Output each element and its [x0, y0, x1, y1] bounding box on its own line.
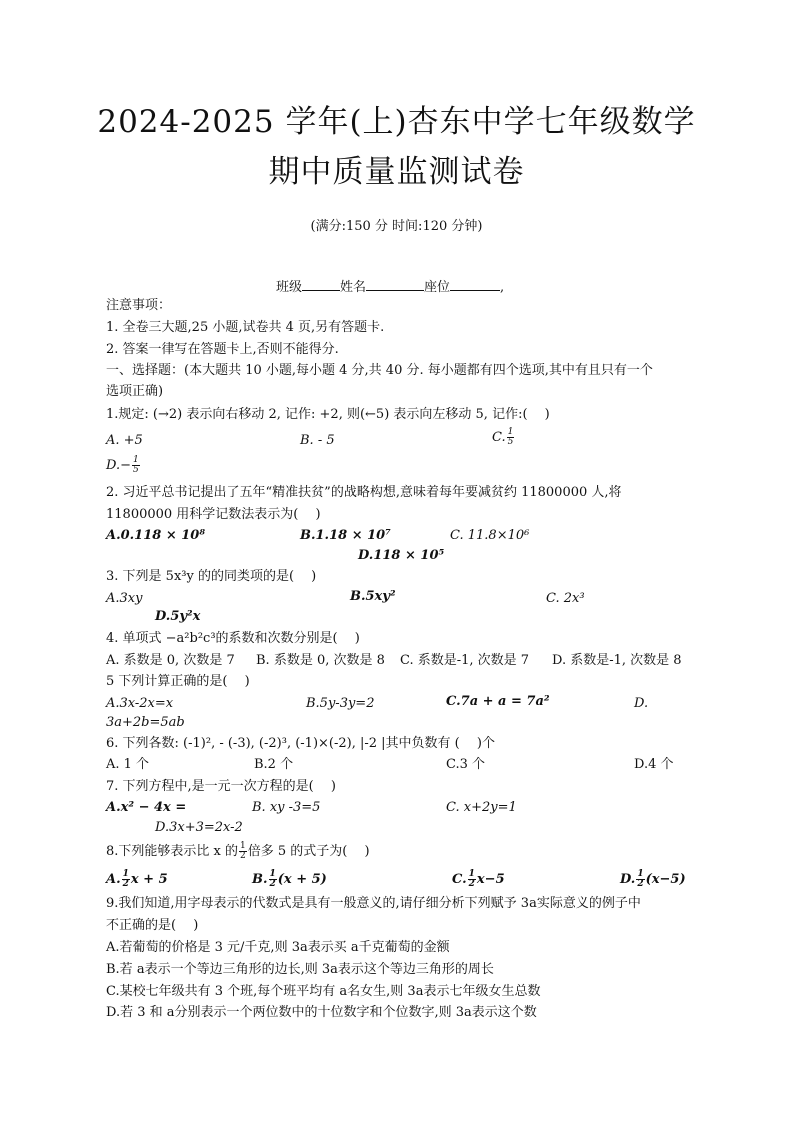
seat-label: 座位 [424, 280, 451, 295]
q8-a-fraction: $\frac{1}{2}$ [122, 869, 129, 889]
notes-heading: 注意事项： [106, 298, 172, 313]
q8-option-d[interactable] [620, 870, 686, 889]
q2-option-d[interactable]: D.118 × 10⁵ [358, 548, 445, 563]
q1-option-c[interactable] [492, 428, 515, 447]
q5-option-c[interactable]: C.7a + a = 7a² [446, 694, 550, 709]
q4-option-c[interactable]: C. 系数是-1, 次数是 7 [400, 653, 530, 668]
exam-title-line2: 期中质量监测试卷 [268, 154, 525, 190]
q8-a-prefix: A. [106, 872, 121, 887]
seat-blank[interactable] [450, 278, 500, 291]
q4-stem: 4. 单项式 −a²b²c³的系数和次数分别是( ) [106, 631, 360, 646]
q1-option-a[interactable]: A. +5 [106, 433, 143, 448]
q2-option-c[interactable]: C. 11.8×10⁶ [450, 528, 530, 543]
q8-b-expr: (x + 5) [277, 872, 327, 887]
q2-stem-line1: 2. 习近平总书记提出了五年“精准扶贫”的战略构想,意味着每年要减贫约 11800000 人,将 [106, 485, 622, 500]
q5-option-b[interactable]: B.5y-3y=2 [306, 696, 375, 711]
class-label: 班级 [276, 280, 303, 295]
q8-b-fraction: $\frac{1}{2}$ [269, 869, 276, 889]
q8-c-expr: x−5 [476, 872, 505, 887]
section1-heading-cont: 选项正确) [106, 384, 164, 399]
q3-option-c[interactable]: C. 2x³ [546, 591, 585, 606]
q6-option-a[interactable]: A. 1 个 [106, 757, 150, 772]
q5-option-a[interactable]: A.3x-2x=x [106, 696, 174, 711]
q6-option-c[interactable]: C.3 个 [446, 757, 486, 772]
q5-option-d[interactable]: D. [634, 696, 649, 711]
q8-option-b[interactable] [252, 870, 327, 889]
q8-stem-pre: 8.下列能够表示比 x 的 [106, 844, 238, 859]
q7-stem: 7. 下列方程中,是一元一次方程的是( ) [106, 779, 336, 794]
q8-stem [106, 842, 370, 861]
note-item-1: 1. 全卷三大题,25 小题,试卷共 4 页,另有答题卡. [106, 320, 385, 335]
q9-stem-line2: 不正确的是( ) [106, 918, 199, 933]
q7-option-b[interactable]: B. xy -3=5 [252, 800, 321, 815]
q7-option-c[interactable]: C. x+2y=1 [446, 800, 517, 815]
q9-option-c[interactable]: C.某校七年级共有 3 个班,每个班平均有 a名女生,则 3a表示七年级女生总数 [106, 984, 541, 999]
q9-option-a[interactable]: A.若葡萄的价格是 3 元/千克,则 3a表示买 a千克葡萄的金额 [106, 940, 450, 955]
q9-option-b[interactable]: B.若 a表示一个等边三角形的边长,则 3a表示这个等边三角形的周长 [106, 962, 494, 977]
q8-a-expr: x + 5 [130, 872, 168, 887]
q9-stem-line1: 9.我们知道,用字母表示的代数式是具有一般意义的,请仔细分析下列赋予 3a实际意义的例子中 [106, 896, 641, 911]
q8-c-fraction: $\frac{1}{2}$ [468, 869, 475, 889]
q3-option-a[interactable]: A.3xy [106, 591, 143, 606]
q8-option-a[interactable] [106, 870, 168, 889]
exam-title-line1: 2024-2025 学年(上)杏东中学七年级数学 [97, 104, 696, 140]
q5-stem: 5 下列计算正确的是( ) [106, 674, 250, 689]
q6-stem: 6. 下列各数: (-1)², - (-3), (-2)³, (-1)×(-2), |-2 |其中负数有 ( )个 [106, 736, 495, 751]
q2-option-a[interactable]: A.0.118 × 10⁸ [106, 528, 206, 543]
q2-stem-line2: 11800000 用科学记数法表示为( ) [106, 507, 321, 522]
q6-option-d[interactable]: D.4 个 [634, 757, 674, 772]
q8-option-c[interactable] [452, 870, 505, 889]
q8-stem-fraction: $\frac{1}{2}$ [240, 841, 246, 861]
q5-option-d-cont: 3a+2b=5ab [106, 715, 185, 730]
q8-d-prefix: D. [620, 872, 636, 887]
student-info-line [276, 276, 504, 295]
q1-d-prefix: D.− [106, 458, 131, 473]
q1-c-prefix: C. [492, 430, 506, 445]
info-end: , [500, 280, 505, 295]
q9-option-d[interactable]: D.若 3 和 a分别表示一个两位数中的十位数字和个位数字,则 3a表示这个数 [106, 1005, 537, 1020]
q3-stem: 3. 下列是 5x³y 的的同类项的是( ) [106, 569, 317, 584]
q1-c-fraction: $\frac{1}{5}$ [507, 427, 514, 447]
section1-heading: 一、选择题：(本大题共 10 小题,每小题 4 分,共 40 分. 每小题都有四个选项,其中有且只有一个 [106, 363, 653, 378]
q1-stem: 1.规定: (→2) 表示向右移动 2, 记作: +2, 则(←5) 表示向左移动 5, 记作:( ) [106, 407, 550, 422]
q3-option-d[interactable]: D.5y²x [155, 609, 201, 624]
q1-option-d[interactable] [106, 456, 141, 475]
q7-option-d[interactable]: D.3x+3=2x-2 [155, 820, 243, 835]
q3-option-b[interactable]: B.5xy² [350, 589, 396, 604]
q1-d-fraction: $\frac{1}{5}$ [132, 455, 139, 475]
name-label: 姓名 [340, 280, 367, 295]
q7-option-a[interactable]: A.x² − 4x = [106, 800, 187, 815]
q4-option-a[interactable]: A. 系数是 0, 次数是 7 [106, 653, 235, 668]
q4-option-b[interactable]: B. 系数是 0, 次数是 8 [256, 653, 385, 668]
note-item-2: 2. 答案一律写在答题卡上,否则不能得分. [106, 342, 339, 357]
q1-option-b[interactable]: B. - 5 [300, 433, 335, 448]
q8-b-prefix: B. [252, 872, 268, 887]
q8-d-expr: (x−5) [645, 872, 686, 887]
q2-option-b[interactable]: B.1.18 × 10⁷ [300, 528, 391, 543]
name-blank[interactable] [366, 278, 424, 291]
class-blank[interactable] [302, 278, 340, 291]
exam-subtitle: (满分:150 分 时间:120 分钟) [310, 219, 483, 234]
q8-c-prefix: C. [452, 872, 467, 887]
q6-option-b[interactable]: B.2 个 [254, 757, 294, 772]
q8-stem-post: 倍多 5 的式子为( ) [247, 844, 370, 859]
q8-d-fraction: $\frac{1}{2}$ [637, 869, 644, 889]
q4-option-d[interactable]: D. 系数是-1, 次数是 8 [552, 653, 682, 668]
